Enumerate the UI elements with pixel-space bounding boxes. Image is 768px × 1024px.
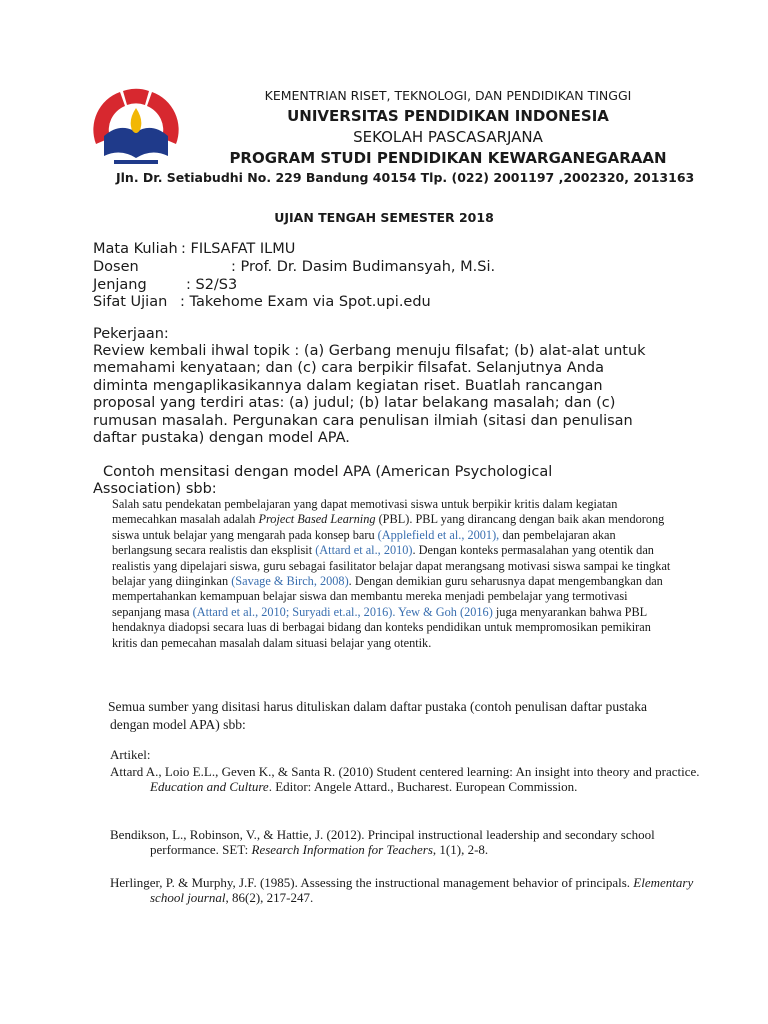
info-value: : Prof. Dr. Dasim Budimansyah, M.Si. [231,259,496,275]
reference-text: , 86(2), 217-247. [225,890,314,906]
info-label: Dosen [93,259,139,275]
info-label: Mata Kuliah [93,241,178,257]
info-value: : Takehome Exam via Spot.upi.edu [180,294,431,310]
logo-blue-wing-left [104,128,136,158]
reference-text: Attard A., Loio E.L., Geven K., & Santa R. (2010) Student centered learning: An insight into theory and practice. [110,764,700,779]
reference-text: Bendikson, L., Robinson, V., & Hattie, J. (2012). Principal instructional leadership and secondary school performance. SET: [110,827,655,858]
example-text: dan pembelajaran akan berlangsung secara realistis dan eksplisit [112,527,616,558]
example-text: . Dengan demikian guru seharusnya dapat mengembangkan dan mempertahankan kemampuan belajar siswa dan membantu mereka menjadi pembelajar yang termotivasi sepanjang masa [112,574,663,619]
reference-note: Semua sumber yang disitasi harus dituliskan dalam daftar pustaka (contoh penulisan daftar pustaka dengan model APA) sbb: [108,699,648,732]
citation-intro: Contoh mensitasi dengan model APA (American Psychological Association) sbb: [93,464,553,497]
reference-journal: Education and Culture [150,779,269,795]
university-name: UNIVERSITAS PENDIDIKAN INDONESIA [287,107,609,125]
logo-red-arc-top [123,89,149,105]
reference-text: , 1(1), 2-8. [432,842,489,858]
logo-blue-wing-right [136,128,168,158]
example-text: (PBL). PBL yang dirancang dengan baik akan mendorong siswa untuk belajar yang mengarah pada konsep baru [112,512,665,542]
example-italic: Project Based Learning [258,512,376,527]
citation-example-paragraph [112,497,678,651]
info-label: Jenjang [93,277,147,293]
reference-journal: Research Information for Teachers [251,842,433,858]
info-value: : S2/S3 [186,277,238,293]
citation-link: (Savage & Birch, 2008) [231,574,349,589]
reference-journal: Elementary school journal [150,875,694,906]
reference-entry [110,875,706,906]
citation-link: (Attard et al., 2010; Suryadi et.al., 2016). Yew & Goh (2016) [192,604,493,619]
citation-link: (Applefield et al., 2001), [377,527,500,542]
citation-link: (Attard et al., 2010) [315,543,413,558]
reference-entry [110,827,706,858]
reference-entry [110,764,706,795]
reference-text: . Editor: Angele Attard., Bucharest. European Commission. [268,779,578,795]
example-text: juga menyarankan bahwa PBL hendaknya diadopsi secara luas di berbagai bidang dan konteks pendidikan untuk mempromosikan pemikiran kritis dan pemecahan masalah dalam situasi belajar yang otentik. [112,604,651,650]
address-line: Jln. Dr. Setiabudhi No. 229 Bandung 40154 Tlp. (022) 2001197 ,2002320, 2013163 [116,170,695,185]
exam-title: UJIAN TENGAH SEMESTER 2018 [274,210,494,225]
logo-yellow-flame [131,108,142,133]
program-name: PROGRAM STUDI PENDIDIKAN KEWARGANEGARAAN [229,149,667,167]
reference-text: Herlinger, P. & Murphy, J.F. (1985). Assessing the instructional management behavior of principals. [110,875,634,890]
example-text: Salah satu pendekatan pembelajaran yang dapat memotivasi siswa untuk berpikir kritis dalam kegiatan memecahkan masalah adalah [112,497,618,527]
university-logo [90,86,182,168]
artikel-label: Artikel: [110,747,151,762]
example-text: . Dengan konteks permasalahan yang otentik dan realistis yang dipelajari siswa, guru sebagai fasilitator belajar dapat merangsang motivasi siswa sampai ke tingkat belajar yang diinginkan [112,543,671,589]
school-name: SEKOLAH PASCASARJANA [353,128,543,146]
tasks-label: Pekerjaan: [93,326,169,342]
info-value: : FILSAFAT ILMU [181,241,296,257]
info-label: Sifat Ujian [93,294,168,310]
logo-base [114,160,158,164]
ministry-name: KEMENTRIAN RISET, TEKNOLOGI, DAN PENDIDIKAN TINGGI [264,88,632,103]
tasks-body: Review kembali ihwal topik : (a) Gerbang menuju filsafat; (b) alat-alat untuk memahami kenyataan; dan (c) cara berpikir filsafat. Selanjutnya Anda diminta mengaplikasikannya dalam kegiatan riset. Buatlah rancangan proposal yang terdiri atas: (a) judul; (b) latar belakang masalah; dan (c) rumusan masalah. Pergunakan cara penulisan ilmiah (sitasi dan penulisan daftar pustaka) dengan model APA. [93,343,646,447]
